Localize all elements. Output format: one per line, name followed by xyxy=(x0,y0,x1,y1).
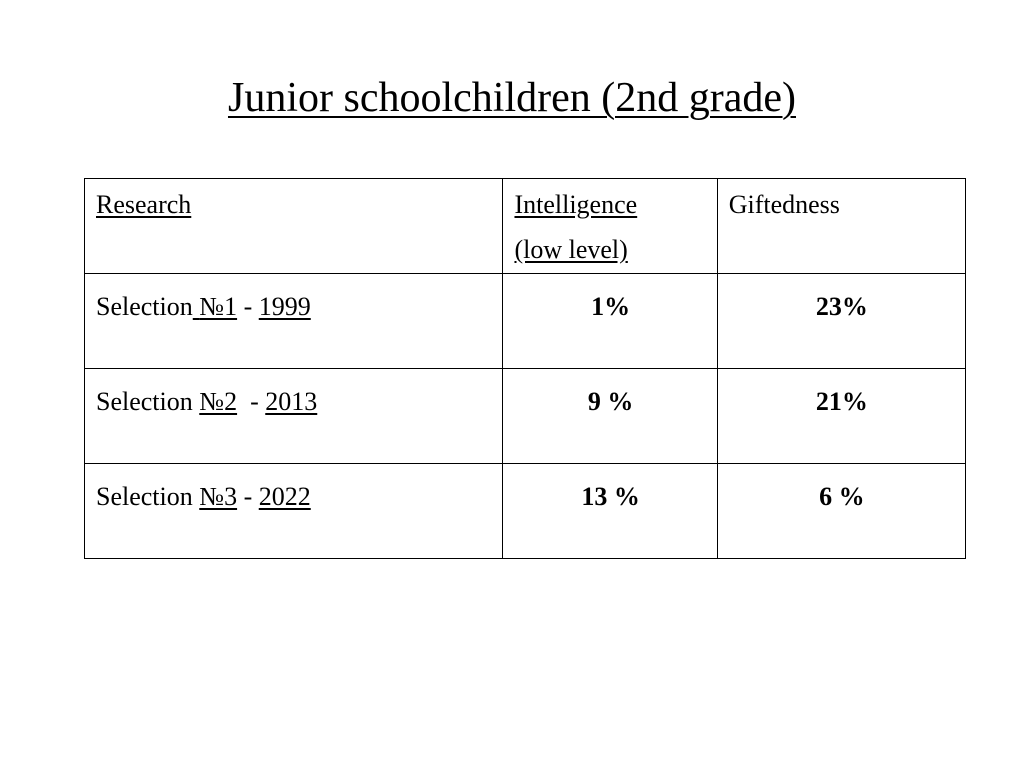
header-intelligence xyxy=(503,179,717,274)
selection-number: №3 xyxy=(199,482,238,511)
table-row xyxy=(85,274,966,369)
slide-title xyxy=(0,70,1024,126)
selection-year: 2013 xyxy=(265,387,318,416)
header-research xyxy=(85,179,503,274)
giftedness-value: 6 % xyxy=(717,464,965,559)
selection-year: 1999 xyxy=(258,292,311,321)
selection-word: Selection xyxy=(96,292,193,321)
intelligence-value: 13 % xyxy=(503,464,717,559)
selection-cell xyxy=(85,274,503,369)
table-row xyxy=(85,369,966,464)
header-giftedness xyxy=(717,179,965,274)
selection-word: Selection xyxy=(96,387,193,416)
selection-number: №1 xyxy=(199,292,238,321)
selection-word: Selection xyxy=(96,482,193,511)
giftedness-value: 23% xyxy=(717,274,965,369)
intelligence-value: 1% xyxy=(503,274,717,369)
header-giftedness-label: Giftedness xyxy=(728,190,840,219)
selection-dash: - xyxy=(250,387,259,416)
results-table xyxy=(84,178,966,559)
intelligence-value: 9 % xyxy=(503,369,717,464)
header-research-label: Research xyxy=(96,190,192,219)
selection-year: 2022 xyxy=(258,482,311,511)
giftedness-value: 21% xyxy=(717,369,965,464)
slide-title-text: Junior schoolchildren (2nd grade) xyxy=(227,75,796,121)
selection-number: №2 xyxy=(199,387,238,416)
header-intelligence-sublabel: (low level) xyxy=(514,235,628,264)
selection-cell xyxy=(85,369,503,464)
table-header-row xyxy=(85,179,966,274)
selection-cell xyxy=(85,464,503,559)
selection-dash: - xyxy=(243,482,253,511)
table-row xyxy=(85,464,966,559)
selection-dash: - xyxy=(243,292,253,321)
header-intelligence-label: Intelligence xyxy=(514,190,638,219)
